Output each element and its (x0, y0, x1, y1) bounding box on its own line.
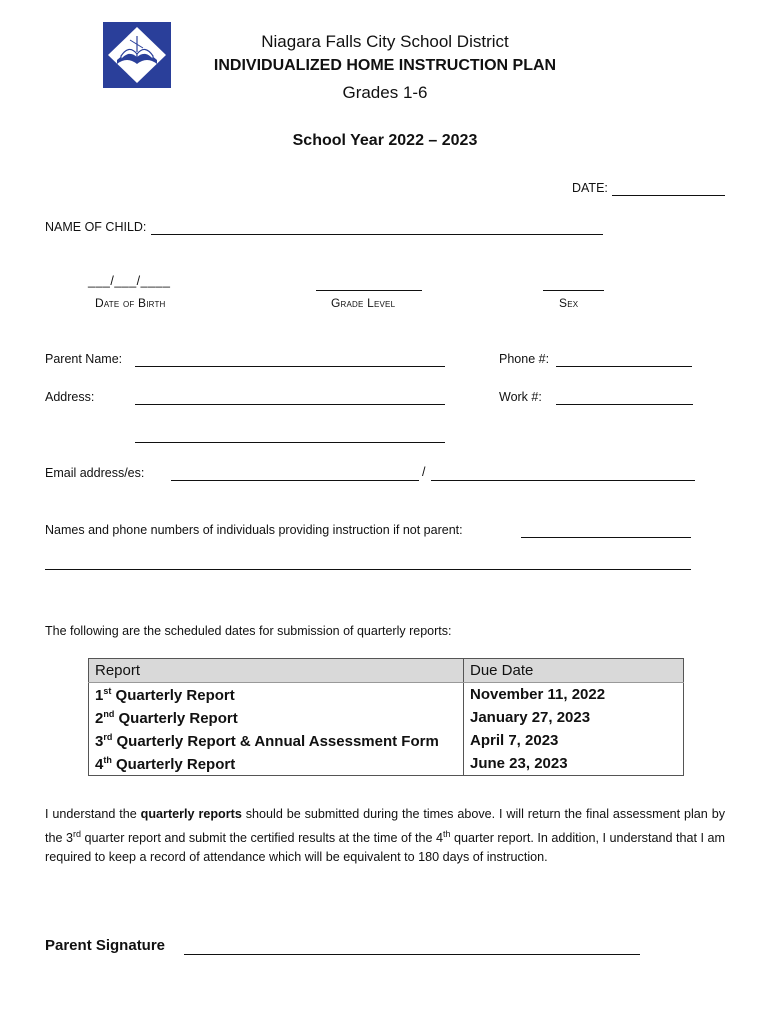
phone-label: Phone #: (499, 352, 550, 366)
plan-title: INDIVIDUALIZED HOME INSTRUCTION PLAN (213, 57, 557, 74)
table-header-row (89, 659, 684, 683)
grade-level-label: Grade Level (331, 296, 396, 310)
email-separator: / (422, 465, 426, 479)
due-date-header: Due Date (464, 659, 684, 683)
report-cell (89, 683, 464, 707)
name-of-child-label: NAME OF CHILD: (45, 220, 147, 234)
quarter-num: 3 (95, 732, 104, 750)
date-label: DATE: (572, 181, 608, 195)
name-of-child-field[interactable] (151, 234, 603, 235)
ordinal-suffix: rd (103, 731, 113, 742)
agreement-paragraph (45, 805, 725, 868)
grades: Grades 1-6 (342, 83, 428, 102)
quarter-num: 1 (95, 686, 104, 704)
work-field[interactable] (556, 404, 693, 405)
parent-name-field[interactable] (135, 366, 445, 367)
report-name: Quarterly Report (111, 755, 236, 773)
work-label: Work #: (499, 390, 542, 404)
report-name: Quarterly Report (111, 686, 235, 704)
quarterly-reports-table (88, 658, 684, 776)
address-field-1[interactable] (135, 404, 445, 405)
report-cell (89, 706, 464, 729)
ordinal-suffix: nd (103, 708, 115, 719)
email-field-2[interactable] (431, 480, 695, 481)
ordinal-suffix: rd (73, 828, 82, 839)
agreement-bold: quarterly reports (140, 807, 242, 821)
date-field[interactable] (612, 195, 725, 196)
ordinal-suffix: st (103, 685, 112, 696)
table-row (89, 752, 684, 776)
table-row (89, 729, 684, 752)
ordinal-suffix: th (443, 828, 451, 839)
due-date-cell: June 23, 2023 (464, 752, 684, 776)
ordinal-suffix: th (103, 754, 112, 765)
email-label: Email address/es: (45, 466, 145, 480)
report-name: Quarterly Report & Annual Assessment Form (112, 732, 439, 750)
reports-intro: The following are the scheduled dates for submission of quarterly reports: (45, 624, 452, 638)
phone-field[interactable] (556, 366, 692, 367)
sex-field[interactable] (543, 290, 604, 291)
agreement-text: I understand the (45, 807, 141, 821)
quarter-num: 4 (95, 755, 104, 773)
dob-field[interactable]: ___/___/____ (88, 274, 171, 288)
instructors-field-1[interactable] (521, 537, 691, 538)
sex-label: Sex (559, 296, 579, 310)
email-field-1[interactable] (171, 480, 419, 481)
address-label: Address: (45, 390, 95, 404)
agreement-text: quarter report and submit the certified results at the time of the 4 (81, 830, 443, 845)
agreement-text: should be submitted during the times above. I will return the final assessment plan by the 3 (45, 807, 725, 845)
due-date-cell: April 7, 2023 (464, 729, 684, 752)
school-year: School Year 2022 – 2023 (292, 132, 478, 149)
grade-level-field[interactable] (316, 290, 422, 291)
instructors-label: Names and phone numbers of individuals providing instruction if not parent: (45, 523, 463, 537)
agreement-text: quarter report. In addition, I understand that I am required to keep a record of attendance which will be equivalent to 180 days of instruction. (45, 830, 725, 865)
district-name: Niagara Falls City School District (261, 32, 509, 51)
report-cell (89, 729, 464, 752)
parent-name-label: Parent Name: (45, 352, 123, 366)
signature-label: Parent Signature (45, 937, 166, 954)
dob-label: Date of Birth (95, 296, 166, 310)
signature-field[interactable] (184, 954, 640, 955)
due-date-cell: November 11, 2022 (464, 683, 684, 707)
report-header: Report (89, 659, 464, 683)
report-cell (89, 752, 464, 776)
table-row (89, 706, 684, 729)
instructors-field-2[interactable] (45, 569, 691, 570)
table-row (89, 683, 684, 707)
address-field-2[interactable] (135, 442, 445, 443)
due-date-cell: January 27, 2023 (464, 706, 684, 729)
quarter-num: 2 (95, 709, 104, 727)
report-name: Quarterly Report (114, 709, 238, 727)
